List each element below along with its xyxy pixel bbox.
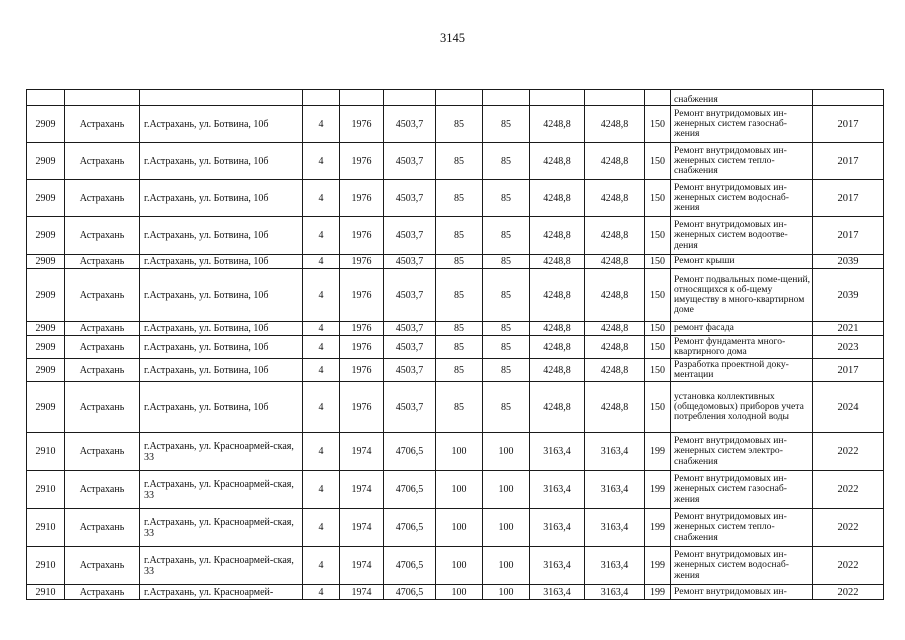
cell-year-built: 1976 xyxy=(340,382,384,433)
cell-floors: 4 xyxy=(303,509,340,547)
cell-work-type: Разработка проектной доку-ментации xyxy=(671,359,813,382)
cell-area-total: 4706,5 xyxy=(384,547,436,585)
cell-area-total: 4503,7 xyxy=(384,382,436,433)
cell-value-8: 100 xyxy=(483,585,530,600)
cell-empty xyxy=(384,90,436,106)
table-row xyxy=(27,359,884,382)
cell-area-total: 4503,7 xyxy=(384,255,436,269)
table-row xyxy=(27,336,884,359)
cell-value-11: 150 xyxy=(645,336,671,359)
overhaul-schedule-table xyxy=(26,89,884,600)
cell-work-type: Ремонт внутридомовых ин-женерных систем водоснаб-жения xyxy=(671,180,813,217)
cell-value-11: 150 xyxy=(645,180,671,217)
cell-value-7: 85 xyxy=(436,322,483,336)
cell-value-7: 100 xyxy=(436,433,483,471)
cell-value-7: 100 xyxy=(436,509,483,547)
cell-value-8: 85 xyxy=(483,382,530,433)
cell-value-10: 4248,8 xyxy=(585,143,645,180)
cell-work-type: Ремонт внутридомовых ин-женерных систем водоотве-дения xyxy=(671,217,813,255)
cell-house-id: 2910 xyxy=(27,509,65,547)
cell-area-total: 4706,5 xyxy=(384,433,436,471)
cell-year-built: 1974 xyxy=(340,509,384,547)
cell-address: г.Астрахань, ул. Ботвина, 10б xyxy=(140,359,303,382)
cell-house-id: 2909 xyxy=(27,269,65,322)
cell-city: Астрахань xyxy=(65,547,140,585)
cell-address: г.Астрахань, ул. Красноармей-ская, 33 xyxy=(140,433,303,471)
cell-value-9: 3163,4 xyxy=(530,471,585,509)
cell-address: г.Астрахань, ул. Ботвина, 10б xyxy=(140,217,303,255)
cell-value-8: 100 xyxy=(483,471,530,509)
cell-address: г.Астрахань, ул. Ботвина, 10б xyxy=(140,106,303,143)
cell-value-11: 150 xyxy=(645,322,671,336)
cell-planned-year: 2024 xyxy=(813,382,884,433)
cell-city: Астрахань xyxy=(65,106,140,143)
cell-area-total: 4503,7 xyxy=(384,180,436,217)
cell-empty xyxy=(585,90,645,106)
cell-year-built: 1974 xyxy=(340,585,384,600)
table-body xyxy=(27,90,884,600)
cell-year-built: 1976 xyxy=(340,180,384,217)
cell-empty xyxy=(645,90,671,106)
cell-value-9: 4248,8 xyxy=(530,255,585,269)
cell-value-9: 4248,8 xyxy=(530,336,585,359)
cell-empty xyxy=(813,90,884,106)
cell-value-7: 100 xyxy=(436,547,483,585)
cell-city: Астрахань xyxy=(65,433,140,471)
cell-value-9: 4248,8 xyxy=(530,359,585,382)
cell-value-7: 85 xyxy=(436,336,483,359)
cell-area-total: 4503,7 xyxy=(384,269,436,322)
cell-value-11: 150 xyxy=(645,217,671,255)
cell-city: Астрахань xyxy=(65,180,140,217)
table-row xyxy=(27,585,884,600)
cell-empty xyxy=(27,90,65,106)
cell-planned-year: 2022 xyxy=(813,585,884,600)
cell-floors: 4 xyxy=(303,106,340,143)
cell-planned-year: 2017 xyxy=(813,106,884,143)
cell-year-built: 1976 xyxy=(340,217,384,255)
cell-value-7: 85 xyxy=(436,143,483,180)
cell-value-11: 199 xyxy=(645,471,671,509)
cell-house-id: 2909 xyxy=(27,180,65,217)
table-row xyxy=(27,509,884,547)
cell-address: г.Астрахань, ул. Ботвина, 10б xyxy=(140,269,303,322)
cell-year-built: 1976 xyxy=(340,106,384,143)
cell-planned-year: 2022 xyxy=(813,471,884,509)
cell-value-7: 85 xyxy=(436,382,483,433)
cell-floors: 4 xyxy=(303,585,340,600)
cell-value-9: 3163,4 xyxy=(530,547,585,585)
cell-area-total: 4706,5 xyxy=(384,509,436,547)
cell-planned-year: 2039 xyxy=(813,269,884,322)
table-row xyxy=(27,180,884,217)
cell-city: Астрахань xyxy=(65,143,140,180)
cell-value-8: 85 xyxy=(483,359,530,382)
cell-floors: 4 xyxy=(303,382,340,433)
cell-value-11: 150 xyxy=(645,255,671,269)
table-row xyxy=(27,322,884,336)
cell-work-type: Ремонт внутридомовых ин-женерных систем электро-снабжения xyxy=(671,433,813,471)
cell-value-8: 85 xyxy=(483,322,530,336)
cell-work-type: ремонт фасада xyxy=(671,322,813,336)
cell-house-id: 2909 xyxy=(27,382,65,433)
cell-value-7: 85 xyxy=(436,255,483,269)
cell-city: Астрахань xyxy=(65,471,140,509)
cell-address: г.Астрахань, ул. Ботвина, 10б xyxy=(140,322,303,336)
cell-floors: 4 xyxy=(303,180,340,217)
table-row xyxy=(27,433,884,471)
cell-value-9: 4248,8 xyxy=(530,382,585,433)
cell-value-8: 85 xyxy=(483,106,530,143)
cell-value-10: 4248,8 xyxy=(585,336,645,359)
cell-value-8: 85 xyxy=(483,143,530,180)
cell-area-total: 4503,7 xyxy=(384,322,436,336)
cell-value-10: 3163,4 xyxy=(585,471,645,509)
cell-value-10: 3163,4 xyxy=(585,433,645,471)
cell-city: Астрахань xyxy=(65,336,140,359)
cell-house-id: 2910 xyxy=(27,471,65,509)
cell-value-10: 4248,8 xyxy=(585,269,645,322)
cell-planned-year: 2021 xyxy=(813,322,884,336)
cell-house-id: 2909 xyxy=(27,336,65,359)
cell-area-total: 4503,7 xyxy=(384,336,436,359)
table-row xyxy=(27,547,884,585)
cell-city: Астрахань xyxy=(65,255,140,269)
cell-floors: 4 xyxy=(303,255,340,269)
cell-empty xyxy=(65,90,140,106)
cell-floors: 4 xyxy=(303,359,340,382)
cell-house-id: 2909 xyxy=(27,255,65,269)
cell-city: Астрахань xyxy=(65,382,140,433)
cell-planned-year: 2017 xyxy=(813,143,884,180)
cell-value-9: 4248,8 xyxy=(530,106,585,143)
cell-work-type: Ремонт фундамента много-квартирного дома xyxy=(671,336,813,359)
cell-empty xyxy=(340,90,384,106)
cell-address: г.Астрахань, ул. Красноармей- xyxy=(140,585,303,600)
table-row xyxy=(27,471,884,509)
cell-value-10: 4248,8 xyxy=(585,106,645,143)
cell-year-built: 1974 xyxy=(340,471,384,509)
cell-address: г.Астрахань, ул. Ботвина, 10б xyxy=(140,143,303,180)
cell-value-8: 85 xyxy=(483,336,530,359)
cell-value-10: 3163,4 xyxy=(585,585,645,600)
cell-value-8: 100 xyxy=(483,547,530,585)
cell-area-total: 4503,7 xyxy=(384,359,436,382)
cell-work-type: снабжения xyxy=(671,90,813,106)
cell-value-11: 150 xyxy=(645,143,671,180)
cell-value-10: 4248,8 xyxy=(585,255,645,269)
cell-value-9: 3163,4 xyxy=(530,509,585,547)
cell-value-9: 4248,8 xyxy=(530,180,585,217)
cell-house-id: 2909 xyxy=(27,217,65,255)
cell-city: Астрахань xyxy=(65,217,140,255)
cell-value-10: 4248,8 xyxy=(585,359,645,382)
cell-value-11: 150 xyxy=(645,269,671,322)
cell-value-11: 199 xyxy=(645,433,671,471)
cell-work-type: Ремонт подвальных поме-щений, относящихся к об-щему имуществу в много-квартирном доме xyxy=(671,269,813,322)
cell-value-7: 85 xyxy=(436,359,483,382)
cell-value-11: 150 xyxy=(645,359,671,382)
cell-floors: 4 xyxy=(303,336,340,359)
table-row xyxy=(27,106,884,143)
cell-year-built: 1976 xyxy=(340,143,384,180)
cell-planned-year: 2039 xyxy=(813,255,884,269)
cell-value-11: 199 xyxy=(645,509,671,547)
cell-value-11: 199 xyxy=(645,585,671,600)
cell-planned-year: 2023 xyxy=(813,336,884,359)
cell-house-id: 2909 xyxy=(27,143,65,180)
cell-city: Астрахань xyxy=(65,359,140,382)
cell-value-10: 4248,8 xyxy=(585,322,645,336)
cell-value-10: 4248,8 xyxy=(585,217,645,255)
cell-value-9: 3163,4 xyxy=(530,433,585,471)
cell-address: г.Астрахань, ул. Красноармей-ская, 33 xyxy=(140,471,303,509)
cell-work-type: Ремонт внутридомовых ин-женерных систем водоснаб-жения xyxy=(671,547,813,585)
cell-value-8: 85 xyxy=(483,269,530,322)
cell-value-11: 150 xyxy=(645,106,671,143)
cell-planned-year: 2022 xyxy=(813,547,884,585)
cell-work-type: Ремонт крыши xyxy=(671,255,813,269)
cell-value-8: 85 xyxy=(483,217,530,255)
cell-value-9: 4248,8 xyxy=(530,143,585,180)
cell-house-id: 2910 xyxy=(27,433,65,471)
cell-house-id: 2910 xyxy=(27,585,65,600)
cell-value-8: 85 xyxy=(483,180,530,217)
cell-floors: 4 xyxy=(303,433,340,471)
cell-floors: 4 xyxy=(303,269,340,322)
cell-area-total: 4503,7 xyxy=(384,217,436,255)
cell-area-total: 4503,7 xyxy=(384,143,436,180)
cell-empty xyxy=(140,90,303,106)
cell-floors: 4 xyxy=(303,143,340,180)
continuation-row xyxy=(27,90,884,106)
cell-year-built: 1976 xyxy=(340,322,384,336)
cell-value-8: 100 xyxy=(483,433,530,471)
cell-value-9: 4248,8 xyxy=(530,322,585,336)
cell-value-9: 4248,8 xyxy=(530,217,585,255)
cell-planned-year: 2017 xyxy=(813,217,884,255)
table-row xyxy=(27,269,884,322)
cell-value-8: 85 xyxy=(483,255,530,269)
cell-value-7: 85 xyxy=(436,180,483,217)
cell-planned-year: 2022 xyxy=(813,433,884,471)
cell-address: г.Астрахань, ул. Ботвина, 10б xyxy=(140,180,303,217)
cell-address: г.Астрахань, ул. Ботвина, 10б xyxy=(140,336,303,359)
cell-house-id: 2909 xyxy=(27,106,65,143)
cell-floors: 4 xyxy=(303,547,340,585)
cell-work-type: Ремонт внутридомовых ин-женерных систем тепло-снабжения xyxy=(671,143,813,180)
cell-empty xyxy=(530,90,585,106)
cell-value-7: 85 xyxy=(436,269,483,322)
cell-value-10: 3163,4 xyxy=(585,547,645,585)
cell-value-10: 4248,8 xyxy=(585,180,645,217)
cell-house-id: 2909 xyxy=(27,322,65,336)
cell-planned-year: 2017 xyxy=(813,359,884,382)
cell-work-type: Ремонт внутридомовых ин-женерных систем тепло-снабжения xyxy=(671,509,813,547)
cell-value-9: 3163,4 xyxy=(530,585,585,600)
cell-year-built: 1976 xyxy=(340,269,384,322)
cell-address: г.Астрахань, ул. Ботвина, 10б xyxy=(140,255,303,269)
cell-work-type: Ремонт внутридомовых ин- xyxy=(671,585,813,600)
cell-value-11: 150 xyxy=(645,382,671,433)
cell-year-built: 1974 xyxy=(340,433,384,471)
cell-city: Астрахань xyxy=(65,509,140,547)
cell-floors: 4 xyxy=(303,322,340,336)
cell-value-8: 100 xyxy=(483,509,530,547)
cell-area-total: 4706,5 xyxy=(384,471,436,509)
cell-year-built: 1976 xyxy=(340,255,384,269)
cell-year-built: 1976 xyxy=(340,336,384,359)
table-row xyxy=(27,382,884,433)
cell-value-7: 100 xyxy=(436,585,483,600)
cell-year-built: 1976 xyxy=(340,359,384,382)
cell-work-type: Ремонт внутридомовых ин-женерных систем газоснаб-жения xyxy=(671,106,813,143)
cell-value-9: 4248,8 xyxy=(530,269,585,322)
cell-empty xyxy=(303,90,340,106)
cell-work-type: Ремонт внутридомовых ин-женерных систем газоснаб-жения xyxy=(671,471,813,509)
cell-year-built: 1974 xyxy=(340,547,384,585)
cell-house-id: 2909 xyxy=(27,359,65,382)
cell-planned-year: 2017 xyxy=(813,180,884,217)
cell-floors: 4 xyxy=(303,471,340,509)
cell-city: Астрахань xyxy=(65,269,140,322)
cell-value-7: 85 xyxy=(436,217,483,255)
cell-value-10: 4248,8 xyxy=(585,382,645,433)
cell-area-total: 4503,7 xyxy=(384,106,436,143)
cell-value-7: 85 xyxy=(436,106,483,143)
cell-city: Астрахань xyxy=(65,585,140,600)
cell-empty xyxy=(436,90,483,106)
cell-address: г.Астрахань, ул. Ботвина, 10б xyxy=(140,382,303,433)
table-row xyxy=(27,217,884,255)
cell-house-id: 2910 xyxy=(27,547,65,585)
cell-empty xyxy=(483,90,530,106)
cell-value-7: 100 xyxy=(436,471,483,509)
cell-work-type: установка коллективных (общедомовых) приборов учета потребления холодной воды xyxy=(671,382,813,433)
cell-floors: 4 xyxy=(303,217,340,255)
cell-address: г.Астрахань, ул. Красноармей-ская, 33 xyxy=(140,547,303,585)
cell-city: Астрахань xyxy=(65,322,140,336)
cell-address: г.Астрахань, ул. Красноармей-ская, 33 xyxy=(140,509,303,547)
cell-value-10: 3163,4 xyxy=(585,509,645,547)
cell-area-total: 4706,5 xyxy=(384,585,436,600)
table-row xyxy=(27,143,884,180)
cell-planned-year: 2022 xyxy=(813,509,884,547)
page-number: 3145 xyxy=(440,31,465,45)
cell-value-11: 199 xyxy=(645,547,671,585)
table-row xyxy=(27,255,884,269)
